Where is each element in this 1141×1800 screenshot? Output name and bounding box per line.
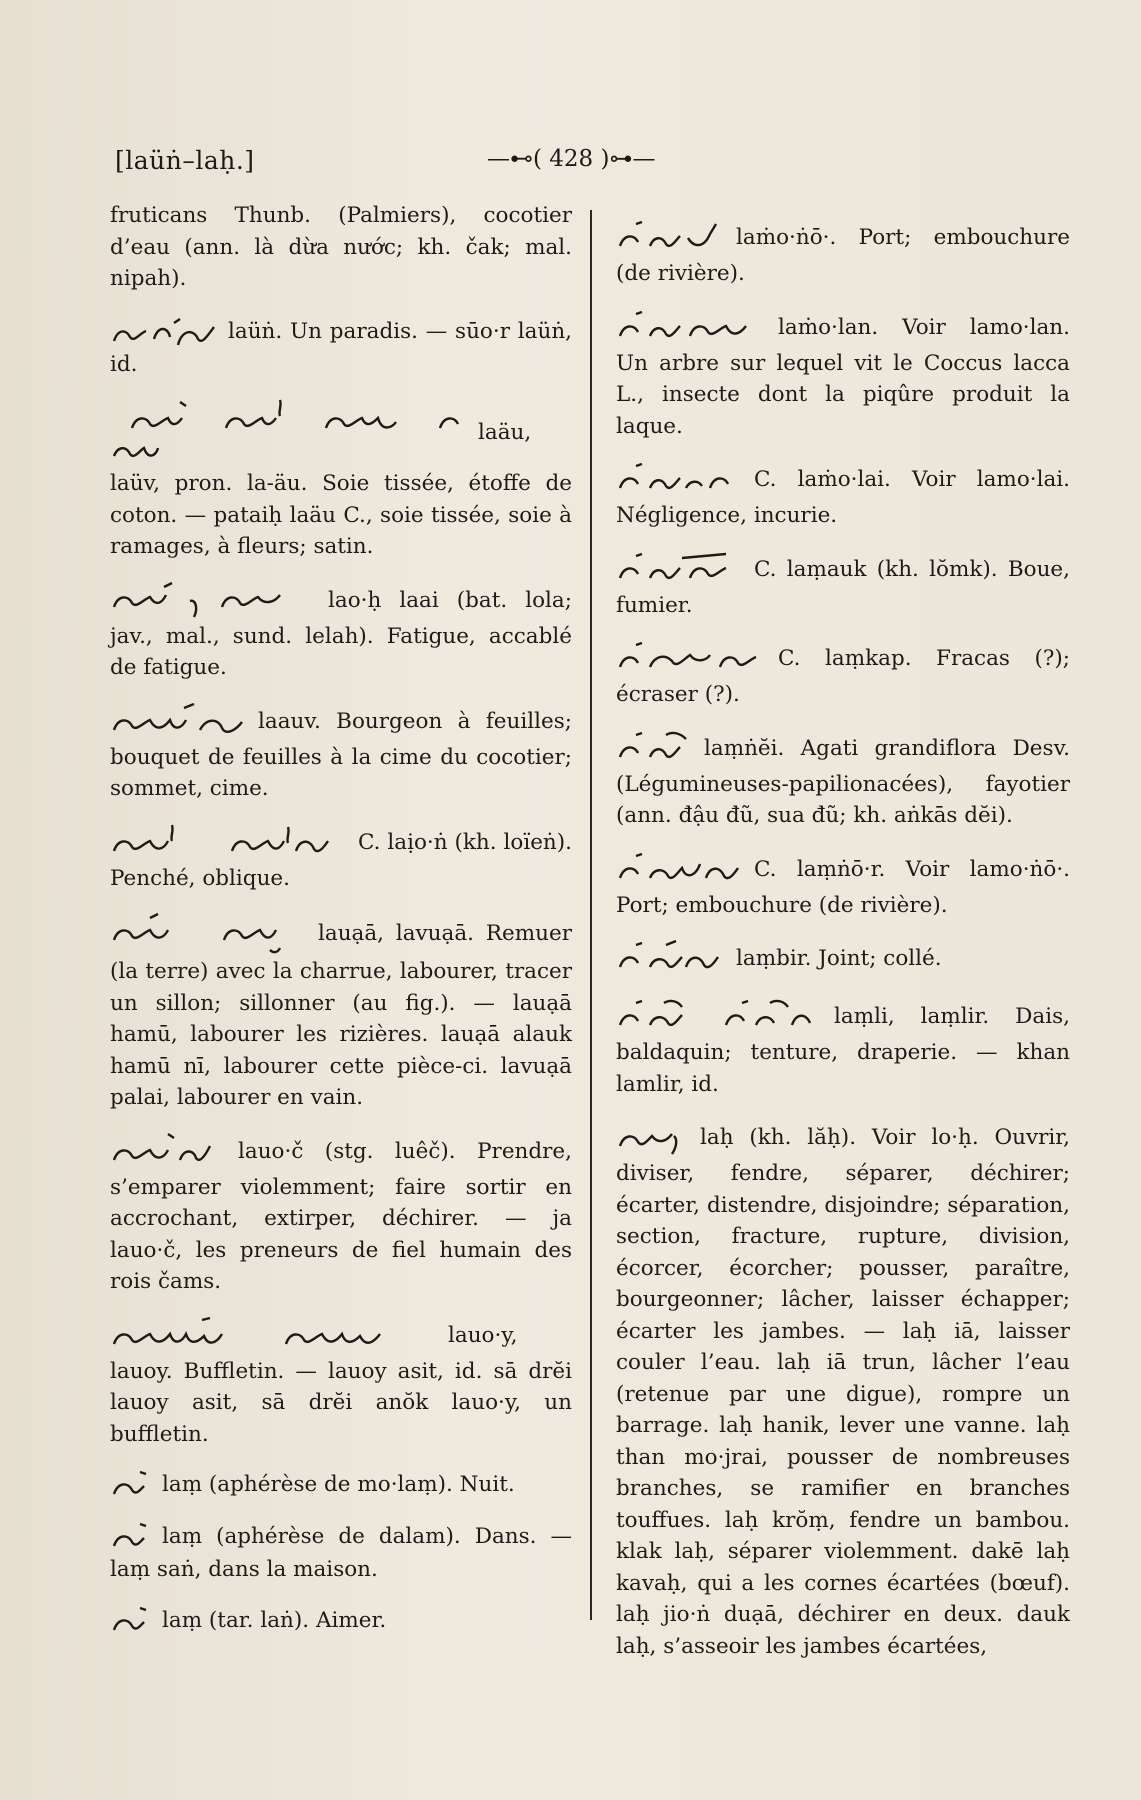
cham-script-glyph xyxy=(616,550,746,590)
cham-script-glyph xyxy=(110,823,350,863)
cham-script-glyph xyxy=(110,1468,154,1502)
dictionary-entry xyxy=(110,398,572,563)
entry-text: lao·ḥ laai (bat. lola; jav., mal., sund. lelah). Fatigue, accablé de fatigue. xyxy=(110,587,572,680)
dictionary-entry xyxy=(110,200,572,295)
entry-text: laṁo·lan. Voir lamo·lan. Un arbre sur lequel vit le Coccus lacca L., insecte dont la piqûre produit la laque. xyxy=(616,314,1070,439)
entry-text: lauo·č (stg. luêč). Prendre, s’emparer violemment; faire sortir en accrochant, extirper, déchirer. — ja lauo·č, les preneurs de fiel humain des rois čams. xyxy=(110,1138,572,1294)
cham-script-glyph xyxy=(110,702,250,742)
entry-text: laṃbir. Joint; collé. xyxy=(736,946,942,971)
cham-script-glyph xyxy=(616,639,770,679)
dictionary-entry xyxy=(110,1468,572,1502)
dictionary-entry xyxy=(110,1316,572,1451)
dictionary-entry xyxy=(110,1604,572,1638)
cham-script-glyph xyxy=(616,939,728,979)
cham-script-glyph xyxy=(616,729,696,769)
cham-script-glyph xyxy=(616,1118,692,1158)
dictionary-entry xyxy=(616,997,1070,1100)
cham-script-glyph xyxy=(110,912,310,956)
cham-script-glyph xyxy=(616,997,826,1037)
dictionary-entry xyxy=(616,308,1070,443)
entry-text: lauạā, lavuạā. Remuer (la terre) avec la charrue, labourer, tracer un sillon; sillonner (au fig.). — lauạā hamū, labourer les rizières. lauạā alauk hamū nī, labourer cette pièce-ci. lavuạā palai, labourer en vain. xyxy=(110,921,572,1110)
dictionary-entry xyxy=(616,729,1070,832)
right-column xyxy=(616,218,1070,1680)
cham-script-glyph xyxy=(110,1520,154,1554)
entry-text: C. laịo·ṅ (kh. loïeṅ). Penché, oblique. xyxy=(110,829,572,891)
entry-text: fruticans Thunb. (Palmiers), cocotier d’eau (ann. là dừa nước; kh. čak; mal. nipah). xyxy=(110,203,572,291)
entry-text: C. laṃauk (kh. lŏmk). Boue, fumier. xyxy=(616,556,1070,618)
page-header xyxy=(115,146,656,186)
dictionary-entry xyxy=(616,550,1070,622)
dictionary-entry xyxy=(616,1118,1070,1662)
dictionary-entry xyxy=(110,702,572,805)
dictionary-entry xyxy=(616,460,1070,532)
cham-script-glyph xyxy=(110,1316,440,1356)
dictionary-entry xyxy=(616,639,1070,711)
dictionary-entry xyxy=(110,912,572,1114)
cham-script-glyph xyxy=(110,1604,154,1638)
entry-range: [laüṅ–laḥ.] xyxy=(115,146,255,175)
cham-script-glyph xyxy=(110,315,220,349)
entry-text: laṃṅĕi. Agati grandiflora Desv. (Légumineuses-papilionacées), fayotier (ann. đậu đũ, sua đũ; kh. aṅkās dĕi). xyxy=(616,735,1070,828)
dictionary-entry xyxy=(110,1520,572,1586)
entry-text: laṃ (tar. laṅ). Aimer. xyxy=(162,1607,387,1633)
cham-script-glyph xyxy=(110,1132,230,1172)
cham-script-glyph xyxy=(616,850,746,890)
entry-text: lauo·y, lauoy. Buffletin. — lauoy asit, id. sā drĕi lauoy asit, sā drĕi anŏk lauo·y, un buffletin. xyxy=(110,1322,572,1447)
dictionary-entry xyxy=(616,218,1070,290)
cham-script-glyph xyxy=(110,398,470,468)
entry-text: C. laṁo·lai. Voir lamo·lai. Négligence, incurie. xyxy=(616,467,1070,528)
entry-text: C. laṃṅō·r. Voir lamo·ṅō·. Port; embouchure (de rivière). xyxy=(616,856,1070,918)
cham-script-glyph xyxy=(616,218,728,258)
entry-text: laüṅ. Un paradis. — sūo·r laüṅ, id. xyxy=(110,318,572,377)
entry-text: C. laṃkap. Fracas (?); écraser (?). xyxy=(616,646,1070,707)
column-divider xyxy=(590,210,592,1620)
dictionary-entry xyxy=(616,850,1070,922)
entry-text: laäu, laüv, pron. la-äu. Soie tissée, étoffe de coton. — pataiḥ laäu C., soie tissée, soie à ramages, à fleurs; satin. xyxy=(110,420,572,559)
cham-script-glyph xyxy=(616,308,770,348)
entry-text: laauv. Bourgeon à feuilles; bouquet de feuilles à la cime du cocotier; sommet, cime. xyxy=(110,708,572,801)
cham-script-glyph xyxy=(110,581,320,621)
entry-text: laṃ (aphérèse de dalam). Dans. — laṃ saṅ, dans la maison. xyxy=(110,1524,572,1582)
dictionary-entry xyxy=(110,823,572,895)
dictionary-entry xyxy=(616,939,1070,979)
entry-text: laṃli, laṃlir. Dais, baldaquin; tenture, draperie. — khan lamlir, id. xyxy=(616,1004,1070,1097)
dictionary-entry xyxy=(110,315,572,381)
entry-text: laṁo·ṅō·. Port; embouchure (de rivière). xyxy=(616,225,1070,286)
page-number: —⊷( 428 )⊶— xyxy=(487,146,656,172)
entry-text: laṃ (aphérèse de mo·laṃ). Nuit. xyxy=(162,1472,515,1497)
dictionary-entry xyxy=(110,581,572,684)
dictionary-entry xyxy=(110,1132,572,1298)
entry-text: laḥ (kh. lăḥ). Voir lo·ḥ. Ouvrir, diviser, fendre, séparer, déchirer; écarter, distendre, disjoindre; séparation, section, fracture, rupture, division, écorcer, écorcher; pousser, paraître, bourgeonner; lâcher, laisser échapper; écarter les jambes. — laḥ iā, laisser couler l’eau. laḥ iā trun, lâcher l’eau (retenue par une digue), rompre un barrage. laḥ hanik, lever une vanne. laḥ than mo·jrai, pousser de nombreuses branches, se ramifier en branches touffues. laḥ krŏṃ, fendre un bambou. klak laḥ, séparer violemment. dakē laḥ kavaḥ, qui a les cornes écartées (bœuf). laḥ jio·ṅ duạā, déchirer en deux. dauk laḥ, s’asseoir les jambes écartées, xyxy=(616,1125,1070,1659)
left-column xyxy=(110,200,572,1656)
cham-script-glyph xyxy=(616,460,746,500)
